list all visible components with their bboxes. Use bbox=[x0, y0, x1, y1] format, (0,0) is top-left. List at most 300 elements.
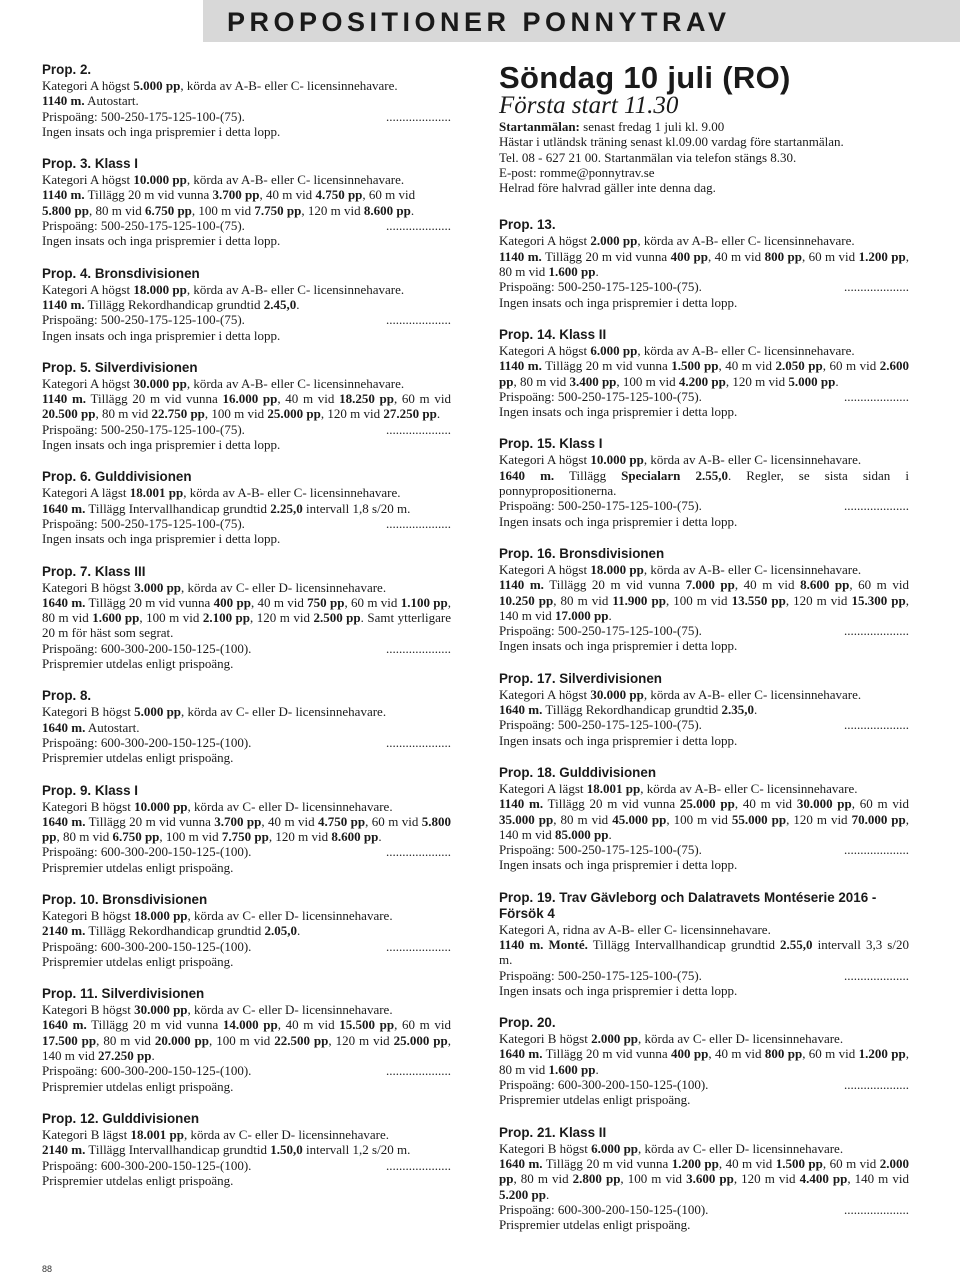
bold-text: 1.500 pp bbox=[775, 1155, 823, 1171]
proposition-title: Prop. 16. Bronsdivisionen bbox=[499, 545, 665, 561]
proposition-title: Prop. 19. Trav Gävleborg och Dalatravets Montéserie 2016 - Försök 4 bbox=[499, 889, 877, 921]
proposition-line bbox=[499, 358, 909, 389]
text: . bbox=[753, 702, 758, 718]
proposition-line bbox=[42, 704, 451, 719]
bold-text: 2.000 pp bbox=[590, 233, 638, 249]
race-day-title: Söndag 10 juli (RO) bbox=[499, 60, 791, 95]
proposition-line bbox=[42, 939, 451, 954]
bold-text: 3.700 pp bbox=[212, 187, 260, 203]
proposition-title: Prop. 4. Bronsdivisionen bbox=[42, 265, 200, 281]
text: , 120 m vid bbox=[250, 610, 314, 626]
text: Kategori B högst bbox=[499, 1140, 592, 1156]
bold-text: 4.400 pp bbox=[799, 1171, 848, 1187]
text: Tillägg 20 m vid vunna bbox=[543, 577, 686, 593]
proposition-title: Prop. 9. Klass I bbox=[42, 782, 139, 798]
bold-text: 3.000 pp bbox=[134, 579, 182, 595]
text: Kategori B högst bbox=[42, 798, 135, 814]
bold-text: 18.001 pp bbox=[129, 485, 184, 501]
proposition bbox=[42, 1111, 451, 1188]
bold-text: 2.25,0 bbox=[270, 500, 303, 516]
proposition-line bbox=[499, 562, 909, 577]
proposition-line bbox=[42, 844, 451, 859]
proposition-line bbox=[499, 233, 909, 248]
info-line bbox=[499, 180, 909, 195]
bold-text: 8.600 pp bbox=[800, 577, 850, 593]
text: Autostart. bbox=[84, 93, 139, 109]
text: Kategori A lägst bbox=[499, 780, 587, 796]
text: Prispoäng: 500-250-175-125-100-(75). bbox=[499, 623, 702, 639]
text: Prispremier utdelas enligt prispoäng. bbox=[42, 859, 234, 875]
text: Kategori A högst bbox=[42, 281, 134, 297]
text: Kategori A högst bbox=[42, 375, 134, 391]
text: , 40 m vid bbox=[261, 813, 319, 829]
bold-text: 2.000 pp bbox=[499, 1155, 909, 1187]
text: , 40 m vid bbox=[718, 1155, 776, 1171]
text: Prispoäng: 600-300-200-150-125-(100). bbox=[42, 844, 252, 860]
text: Prispoäng: 500-250-175-125-100-(75). bbox=[499, 842, 702, 858]
bold-text: 5.000 pp bbox=[133, 78, 181, 93]
proposition-line bbox=[42, 312, 451, 327]
proposition bbox=[42, 986, 451, 1094]
proposition-line bbox=[499, 295, 909, 310]
proposition-line bbox=[42, 376, 451, 391]
bold-text: 30.000 pp bbox=[590, 686, 644, 702]
proposition bbox=[499, 546, 909, 654]
bold-text: 1140 m. bbox=[42, 187, 85, 203]
proposition-line bbox=[499, 404, 909, 419]
proposition-title: Prop. 3. Klass I bbox=[42, 156, 139, 172]
text: Tillägg bbox=[554, 467, 622, 483]
bold-text: 5.000 pp bbox=[134, 704, 182, 720]
text: , 80 m vid bbox=[42, 594, 451, 626]
text: Tel. 08 - 627 21 00. Startanmälan via telefon stängs 8.30. bbox=[499, 149, 797, 165]
proposition-line bbox=[499, 638, 909, 653]
bold-text: 1.200 pp bbox=[858, 248, 906, 264]
proposition-line bbox=[42, 516, 451, 531]
bold-text: 1640 m. bbox=[499, 1046, 543, 1062]
text: intervall 1,2 s/20 m. bbox=[302, 1142, 411, 1158]
bold-text: 30.000 pp bbox=[134, 1002, 188, 1018]
text: , 120 m vid bbox=[301, 202, 364, 218]
text: Prispremier utdelas enligt prispoäng. bbox=[42, 750, 234, 766]
dot-leader: .................... bbox=[844, 842, 909, 858]
dot-leader: .................... bbox=[386, 108, 451, 124]
proposition bbox=[42, 156, 451, 248]
text: Prispremier utdelas enligt prispoäng. bbox=[499, 1092, 691, 1108]
bold-text: 1140 m. bbox=[499, 796, 544, 812]
text: E-post: romme@ponnytrav.se bbox=[499, 164, 655, 180]
text: Prispoäng: 500-250-175-125-100-(75). bbox=[499, 498, 702, 514]
bold-text: 10.000 pp bbox=[590, 452, 644, 468]
proposition-line bbox=[42, 908, 451, 923]
text: , 40 m vid bbox=[708, 1046, 765, 1062]
bold-text: 4.750 pp bbox=[315, 187, 363, 203]
text: , 40 m vid bbox=[718, 358, 776, 374]
proposition-line bbox=[499, 279, 909, 294]
proposition-title: Prop. 12. Gulddivisionen bbox=[42, 1110, 199, 1126]
bold-text: 13.550 pp bbox=[731, 592, 786, 608]
proposition bbox=[499, 1125, 909, 1233]
bold-text: 55.000 pp bbox=[731, 811, 787, 827]
bold-text: 7.750 pp bbox=[254, 202, 302, 218]
text: Ingen insats och inga prispremier i detta lopp. bbox=[499, 638, 738, 654]
proposition-line bbox=[499, 1156, 909, 1202]
proposition-line bbox=[42, 595, 451, 641]
first-start-time: Första start 11.30 bbox=[499, 92, 679, 119]
text: intervall 1,8 s/20 m. bbox=[302, 500, 411, 516]
bold-text: 25.000 pp bbox=[679, 796, 735, 812]
text: , 80 m vid bbox=[513, 1171, 573, 1187]
proposition-line bbox=[42, 485, 451, 500]
text: Ingen insats och inga prispremier i detta lopp. bbox=[42, 233, 281, 249]
proposition-title: Prop. 11. Silverdivisionen bbox=[42, 986, 205, 1002]
bold-text: 5.000 pp bbox=[788, 373, 836, 389]
text: , körda av A-B- eller C- licensinnehavare. bbox=[637, 233, 855, 249]
text: Tillägg Intervallhandicap grundtid bbox=[85, 500, 271, 516]
bold-text: 1.200 pp bbox=[858, 1046, 906, 1062]
text: . bbox=[436, 406, 441, 422]
dot-leader: .................... bbox=[386, 312, 451, 328]
text: , 100 m vid bbox=[620, 1171, 687, 1187]
text: , 100 m vid bbox=[191, 202, 255, 218]
text: , 120 m vid bbox=[785, 592, 852, 608]
bold-text: 1.500 pp bbox=[671, 358, 719, 374]
bold-text: 2.800 pp bbox=[572, 1171, 621, 1187]
text: Kategori B högst bbox=[42, 907, 135, 923]
text: Prispremier utdelas enligt prispoäng. bbox=[42, 1078, 234, 1094]
proposition-line bbox=[42, 297, 451, 312]
bold-text: 1140 m. bbox=[42, 93, 85, 109]
bold-text: 70.000 pp bbox=[851, 811, 906, 827]
text: Kategori B högst bbox=[499, 1031, 592, 1047]
proposition-line bbox=[42, 1002, 451, 1017]
proposition-line bbox=[499, 1141, 909, 1156]
proposition-line bbox=[499, 968, 909, 983]
bold-text: 2.500 pp bbox=[313, 610, 361, 626]
text: Prispoäng: 500-250-175-125-100-(75). bbox=[499, 967, 702, 983]
proposition-line bbox=[42, 218, 451, 233]
text: Tillägg Rekordhandicap grundtid bbox=[542, 702, 722, 718]
bold-text: 2.35,0 bbox=[721, 702, 754, 718]
text: Tillägg 20 m vid vunna bbox=[85, 813, 215, 829]
text: , 40 m vid bbox=[250, 594, 308, 610]
proposition bbox=[499, 765, 909, 873]
bold-text: 85.000 pp bbox=[554, 826, 609, 842]
left-column bbox=[42, 62, 451, 1205]
proposition-line bbox=[42, 109, 451, 124]
proposition-title: Prop. 2. bbox=[42, 62, 92, 77]
bold-text: 16.000 pp bbox=[222, 391, 278, 407]
text: Prispoäng: 500-250-175-125-100-(75). bbox=[42, 421, 245, 437]
text: Ingen insats och inga prispremier i detta lopp. bbox=[499, 982, 738, 998]
proposition-line bbox=[499, 717, 909, 732]
bold-text: 2.000 pp bbox=[591, 1031, 639, 1047]
page-header-title: PROPOSITIONER PONNYTRAV bbox=[227, 7, 731, 37]
bold-text: 800 pp bbox=[764, 248, 802, 264]
bold-text: 1140 m. bbox=[499, 248, 542, 264]
text: Tillägg 20 m vid vunna bbox=[542, 1155, 672, 1171]
text: Tillägg 20 m vid vunna bbox=[543, 796, 680, 812]
bold-text: 1.600 pp bbox=[92, 610, 140, 626]
dot-leader: .................... bbox=[386, 938, 451, 954]
proposition-line bbox=[42, 641, 451, 656]
text: Ingen insats och inga prispremier i detta lopp. bbox=[499, 513, 738, 529]
proposition bbox=[42, 892, 451, 969]
text: Kategori B lägst bbox=[42, 1126, 131, 1142]
proposition-line bbox=[42, 501, 451, 516]
text: Kategori A högst bbox=[42, 172, 134, 188]
text: Tillägg 20 m vid vunna bbox=[86, 1017, 223, 1033]
bold-text: 30.000 pp bbox=[133, 375, 187, 391]
bold-text: 11.900 pp bbox=[612, 592, 666, 608]
text: senast fredag 1 juli kl. 9.00 bbox=[579, 119, 725, 134]
bold-text: 2.05,0 bbox=[264, 923, 297, 939]
text: , 40 m vid bbox=[277, 391, 340, 407]
proposition-line bbox=[42, 187, 451, 202]
dot-leader: .................... bbox=[844, 279, 909, 295]
proposition-line bbox=[42, 391, 451, 422]
dot-leader: .................... bbox=[386, 421, 451, 437]
text: , 140 m vid bbox=[847, 1171, 909, 1187]
text: Prispremier utdelas enligt prispoäng. bbox=[42, 953, 234, 969]
text: , körda av A-B- eller C- licensinnehavare. bbox=[643, 561, 862, 577]
text: . Regler, se sista sidan i ponnypropositionerna. bbox=[499, 467, 909, 499]
dot-leader: .................... bbox=[844, 1077, 909, 1093]
text: Prispoäng: 500-250-175-125-100-(75). bbox=[42, 312, 245, 328]
text: Prispoäng: 500-250-175-125-100-(75). bbox=[42, 108, 245, 124]
dot-leader: .................... bbox=[844, 1201, 909, 1217]
text: . Samt ytterligare 20 m för häst som segrat. bbox=[42, 610, 451, 641]
page-header bbox=[203, 0, 960, 42]
dot-leader: .................... bbox=[386, 1157, 451, 1173]
proposition-title: Prop. 7. Klass III bbox=[42, 563, 146, 579]
text: Ingen insats och inga prispremier i detta lopp. bbox=[499, 404, 738, 420]
proposition-line bbox=[42, 735, 451, 750]
proposition-line bbox=[42, 954, 451, 969]
text: . bbox=[296, 296, 300, 312]
text: Kategori A högst bbox=[42, 78, 134, 93]
proposition-title: Prop. 20. bbox=[499, 1015, 556, 1031]
proposition-line bbox=[42, 78, 451, 93]
proposition-line bbox=[499, 468, 909, 499]
bold-text: 25.000 pp bbox=[267, 406, 321, 422]
text: Prispoäng: 500-250-175-125-100-(75). bbox=[499, 279, 702, 295]
proposition-line bbox=[42, 282, 451, 297]
proposition-line bbox=[42, 720, 451, 735]
text: Tillägg 20 m vid vunna bbox=[542, 1046, 672, 1062]
proposition-title: Prop. 13. bbox=[499, 217, 556, 233]
text: , 80 m vid bbox=[553, 592, 613, 608]
bold-text: 1140 m. bbox=[499, 358, 542, 374]
bold-text: Startanmälan: bbox=[499, 119, 580, 134]
text: , 60 m vid bbox=[849, 577, 909, 593]
dot-leader: .................... bbox=[386, 1063, 451, 1079]
right-propositions bbox=[499, 217, 909, 1232]
bold-text: 6.750 pp bbox=[144, 202, 192, 218]
proposition-line bbox=[499, 623, 909, 638]
text: , körda av A-B- eller C- licensinnehavare. bbox=[180, 78, 398, 93]
proposition-line bbox=[499, 857, 909, 872]
text: , 100 m vid bbox=[204, 406, 268, 422]
text: Tillägg Rekordhandicap grundtid bbox=[84, 296, 264, 312]
proposition-line bbox=[42, 328, 451, 343]
bold-text: 17.000 pp bbox=[554, 607, 609, 623]
text: , 40 m vid bbox=[277, 1017, 340, 1033]
text: , körda av A-B- eller C- licensinnehavare. bbox=[186, 172, 405, 188]
bold-text: 1640 m. bbox=[42, 500, 86, 516]
proposition-line bbox=[499, 733, 909, 748]
text: Tillägg 20 m vid vunna bbox=[86, 391, 223, 407]
text: . bbox=[378, 829, 382, 845]
bold-text: 2.55,0 bbox=[780, 936, 813, 952]
proposition bbox=[499, 1015, 909, 1107]
right-column bbox=[499, 62, 909, 1249]
text: Ingen insats och inga prispremier i detta lopp. bbox=[499, 857, 738, 873]
dot-leader: .................... bbox=[386, 640, 451, 656]
text: , 100 m vid bbox=[616, 373, 679, 389]
text: Kategori A högst bbox=[499, 342, 591, 358]
text: . bbox=[608, 607, 612, 623]
proposition-line bbox=[499, 577, 909, 623]
proposition-line bbox=[42, 1142, 451, 1157]
proposition-title: Prop. 17. Silverdivisionen bbox=[499, 670, 662, 686]
text: Helrad före halvrad gäller inte denna dag. bbox=[499, 180, 716, 196]
bold-text: 22.750 pp bbox=[151, 406, 205, 422]
info-line bbox=[499, 119, 909, 134]
text: Prispremier utdelas enligt prispoäng. bbox=[42, 656, 234, 672]
text: , 60 m vid bbox=[801, 248, 859, 264]
bold-text: 1640 m. bbox=[42, 1017, 87, 1033]
proposition bbox=[499, 436, 909, 528]
bold-text: 1.600 pp bbox=[548, 1061, 596, 1077]
bold-text: 4.750 pp bbox=[318, 813, 366, 829]
text: , 40 m vid bbox=[259, 187, 316, 203]
proposition bbox=[42, 266, 451, 343]
text: , körda av A-B- eller C- licensinnehavare. bbox=[186, 375, 405, 391]
bold-text: 800 pp bbox=[764, 1046, 803, 1062]
bold-text: 18.001 pp bbox=[586, 780, 641, 796]
text: , 40 m vid bbox=[734, 796, 797, 812]
bold-text: 1140 m. bbox=[42, 391, 87, 407]
text: , körda av C- eller D- licensinnehavare. bbox=[187, 1002, 393, 1018]
text: Prispoäng: 500-250-175-125-100-(75). bbox=[42, 515, 245, 531]
bold-text: 1.200 pp bbox=[671, 1155, 719, 1171]
bold-text: 1640 m. bbox=[42, 594, 86, 610]
text: , 120 m vid bbox=[328, 1032, 394, 1048]
proposition-line bbox=[42, 1158, 451, 1173]
bold-text: 2.600 pp bbox=[499, 358, 909, 389]
text: Autostart. bbox=[85, 719, 140, 735]
proposition-line bbox=[42, 580, 451, 595]
bold-text: 15.300 pp bbox=[851, 592, 906, 608]
text: intervall 3,3 s/20 m. bbox=[499, 936, 909, 968]
text: Kategori A högst bbox=[499, 233, 591, 249]
info-line bbox=[499, 150, 909, 165]
text: Ingen insats och inga prispremier i detta lopp. bbox=[499, 294, 738, 310]
dot-leader: .................... bbox=[386, 515, 451, 531]
proposition-line bbox=[42, 923, 451, 938]
text: , 120 m vid bbox=[733, 1171, 800, 1187]
bold-text: 3.700 pp bbox=[214, 813, 262, 829]
bold-text: 2140 m. bbox=[42, 1142, 86, 1158]
text: Prispoäng: 600-300-200-150-125-(100). bbox=[499, 1077, 709, 1093]
bold-text: 20.000 pp bbox=[154, 1032, 210, 1048]
text: , körda av C- eller D- licensinnehavare. bbox=[187, 907, 393, 923]
dot-leader: .................... bbox=[844, 623, 909, 639]
text: Hästar i utländsk träning senast kl.09.00 vardag före startanmälan. bbox=[499, 134, 844, 150]
bold-text: 45.000 pp bbox=[612, 811, 667, 827]
text: , 140 m vid bbox=[499, 811, 910, 842]
proposition-line bbox=[42, 1079, 451, 1094]
text: Ingen insats och inga prispremier i detta lopp. bbox=[42, 327, 281, 343]
text: Prispoäng: 500-250-175-125-100-(75). bbox=[42, 218, 245, 234]
proposition-line bbox=[42, 93, 451, 108]
proposition bbox=[42, 688, 451, 765]
text: . bbox=[151, 1048, 155, 1064]
proposition-title: Prop. 8. bbox=[42, 688, 92, 704]
text: , 80 m vid bbox=[499, 1046, 909, 1077]
proposition-line bbox=[499, 498, 909, 513]
text: Prispremier utdelas enligt prispoäng. bbox=[42, 1172, 234, 1188]
dot-leader: .................... bbox=[844, 967, 909, 983]
text: , 60 m vid bbox=[394, 1017, 451, 1033]
proposition-title: Prop. 5. Silverdivisionen bbox=[42, 359, 198, 375]
proposition bbox=[499, 217, 909, 309]
text: Tillägg 20 m vid vunna bbox=[541, 248, 671, 264]
bold-text: 18.000 pp bbox=[133, 281, 187, 297]
text: Prispoäng: 500-250-175-125-100-(75). bbox=[499, 388, 702, 404]
proposition-line bbox=[499, 514, 909, 529]
bold-text: 17.500 pp bbox=[42, 1032, 97, 1048]
proposition-line bbox=[499, 922, 909, 937]
bold-text: 4.200 pp bbox=[678, 373, 726, 389]
text: , körda av A-B- eller C- licensinnehavare. bbox=[183, 485, 401, 501]
text: Tillägg Intervallhandicap grundtid bbox=[587, 936, 781, 952]
bold-text: 20.500 pp bbox=[42, 406, 96, 422]
proposition-title: Prop. 14. Klass II bbox=[499, 326, 607, 342]
text: , 80 m vid bbox=[56, 829, 113, 845]
text: , körda av C- eller D- licensinnehavare. bbox=[183, 1126, 389, 1142]
bold-text: 2140 m. bbox=[42, 923, 86, 939]
proposition bbox=[42, 62, 451, 139]
bold-text: 5.800 pp bbox=[42, 202, 89, 218]
text: , 100 m vid bbox=[159, 829, 222, 845]
text: Kategori B högst bbox=[42, 579, 135, 595]
proposition-line bbox=[499, 249, 909, 280]
text: . bbox=[296, 923, 301, 939]
proposition-line bbox=[42, 1063, 451, 1078]
bold-text: 750 pp bbox=[307, 594, 345, 610]
bold-text: 2.100 pp bbox=[202, 610, 251, 626]
proposition-line bbox=[42, 656, 451, 671]
text: , 100 m vid bbox=[209, 1032, 275, 1048]
race-day-info bbox=[499, 119, 909, 195]
proposition-line bbox=[499, 389, 909, 404]
text: , 60 m vid bbox=[822, 1155, 880, 1171]
bold-text: 1640 m. bbox=[499, 467, 555, 483]
bold-text: 8.600 pp bbox=[363, 202, 411, 218]
text: , körda av A-B- eller C- licensinnehavare. bbox=[643, 452, 862, 468]
text: Tillägg 20 m vid vunna bbox=[85, 594, 214, 610]
proposition-line bbox=[499, 1031, 909, 1046]
text: . bbox=[410, 202, 415, 218]
dot-leader: .................... bbox=[844, 498, 909, 514]
proposition-line bbox=[499, 842, 909, 857]
bold-text: 1140 m. Monté. bbox=[499, 936, 588, 952]
text: Prispoäng: 600-300-200-150-125-(100). bbox=[42, 938, 252, 954]
text: Kategori A högst bbox=[499, 561, 591, 577]
text: , 80 m vid bbox=[88, 202, 145, 218]
